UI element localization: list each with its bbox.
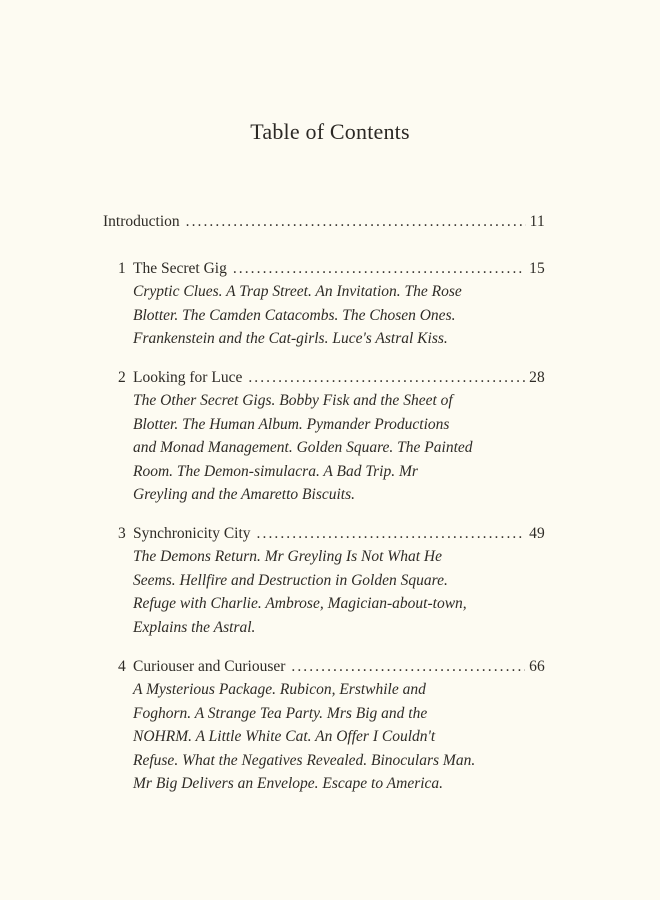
summary-line: Foghorn. A Strange Tea Party. Mrs Big and the xyxy=(133,704,428,722)
summary-line: NOHRM. A Little White Cat. An Offer I Couldn't xyxy=(133,728,436,745)
toc-entry-chapter-3 xyxy=(118,523,545,545)
leader-dots xyxy=(248,367,525,389)
chapter-3-summary xyxy=(133,545,513,639)
summary-line: Room. The Demon-simulacra. A Bad Trip. Mr xyxy=(133,462,418,480)
chapter-1-summary xyxy=(133,280,513,351)
chapter-number: 3 xyxy=(118,525,126,542)
entry-page-number: 15 xyxy=(529,260,545,277)
entry-title: Introduction xyxy=(103,213,180,230)
chapter-number: 1 xyxy=(118,260,126,277)
chapter-title: Synchronicity City xyxy=(133,525,251,542)
chapter-4-summary xyxy=(133,678,513,796)
page-title: Table of Contents xyxy=(250,119,410,144)
summary-line: Blotter. The Human Album. Pymander Productions xyxy=(133,415,450,433)
entry-page-number: 11 xyxy=(529,213,545,230)
toc-entry-chapter-2 xyxy=(118,367,545,389)
entry-page-number: 66 xyxy=(529,658,545,675)
summary-line: The Demons Return. Mr Greyling Is Not What He xyxy=(133,548,442,565)
chapter-title: The Secret Gig xyxy=(133,260,227,277)
toc-entry-chapter-4 xyxy=(118,656,545,678)
chapter-title: Looking for Luce xyxy=(133,369,243,386)
chapter-number: 4 xyxy=(118,658,126,675)
summary-line: The Other Secret Gigs. Bobby Fisk and the Sheet of xyxy=(133,392,453,409)
summary-line: Mr Big Delivers an Envelope. Escape to America. xyxy=(133,775,444,792)
leader-dots xyxy=(291,656,525,678)
leader-dots xyxy=(186,211,526,233)
summary-line: Seems. Hellfire and Destruction in Golden Square. xyxy=(133,571,448,589)
summary-line: Greyling and the Amaretto Biscuits. xyxy=(133,486,355,503)
summary-line: Refuse. What the Negatives Revealed. Binoculars Man. xyxy=(133,751,476,769)
toc-entry-introduction xyxy=(103,211,545,233)
summary-line: Refuge with Charlie. Ambrose, Magician-about-town, xyxy=(133,595,467,612)
leader-dots xyxy=(233,258,525,280)
leader-dots xyxy=(257,523,526,545)
summary-line: and Monad Management. Golden Square. The Painted xyxy=(133,439,473,456)
chapter-2-summary xyxy=(133,389,513,507)
toc-entry-chapter-1 xyxy=(118,258,545,280)
chapter-number: 2 xyxy=(118,369,126,386)
entry-page-number: 28 xyxy=(529,369,545,386)
summary-line: Cryptic Clues. A Trap Street. An Invitation. The Rose xyxy=(133,283,462,300)
entry-page-number: 49 xyxy=(529,525,545,542)
summary-line: A Mysterious Package. Rubicon, Erstwhile and xyxy=(133,681,426,698)
chapter-title: Curiouser and Curiouser xyxy=(133,658,286,675)
summary-line: Blotter. The Camden Catacombs. The Chosen Ones. xyxy=(133,306,456,324)
summary-line: Explains the Astral. xyxy=(133,618,256,636)
summary-line: Frankenstein and the Cat-girls. Luce's Astral Kiss. xyxy=(133,330,448,347)
